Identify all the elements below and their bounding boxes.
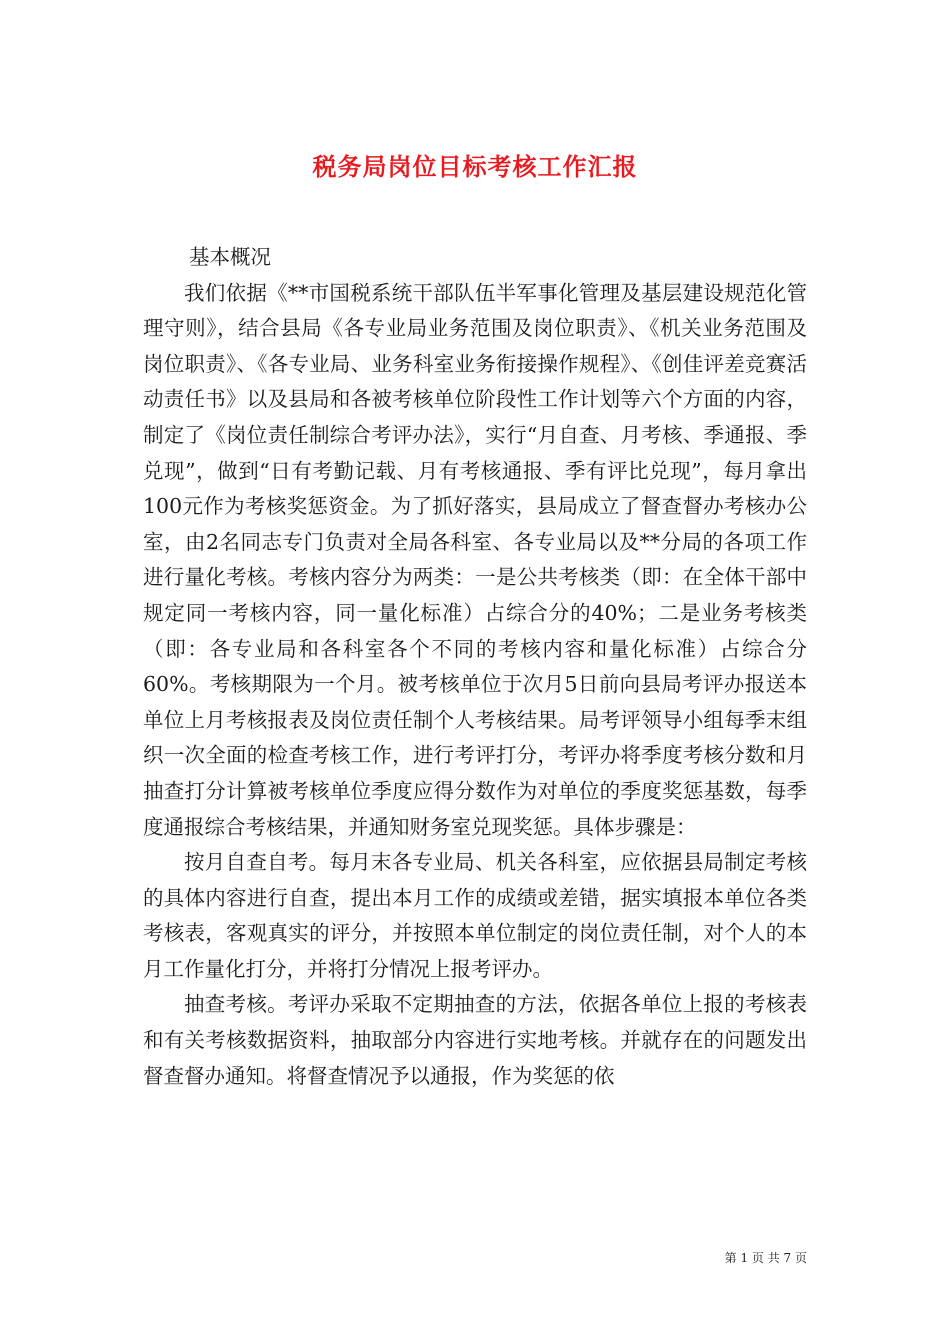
body-paragraph: 我们依据《**市国税系统干部队伍半军事化管理及基层建设规范化管理守则》，结合县局《各专业局业务范围及岗位职责》、《机关业务范围及岗位职责》、《各专业局、业务科室业务衔接操作规程》、《创佳评差竞赛活动责任书》以及县局和各被考核单位阶段性工作计划等六个方面的内容，制定了《岗位责任制综合考评办法》，实行“月自查、月考核、季通报、季兑现”，做到“日有考勤记载、月有考核通报、季有评比兑现”，每月拿出100元作为考核奖惩资金。为了抓好落实，县局成立了督查督办考核办公室，由2名同志专门负责对全局各科室、各专业局以及**分局的各项工作进行量化考核。考核内容分为两类：一是公共考核类（即：在全体干部中规定同一考核内容，同一量化标准）占综合分的40%；二是业务考核类（即：各专业局和各科室各个不同的考核内容和量化标准）占综合分60%。考核期限为一个月。被考核单位于次月5日前向县局考评办报送本单位上月考核报表及岗位责任制个人考核结果。局考评领导小组每季末组织一次全面的检查考核工作，进行考评打分，考评办将季度考核分数和月抽查打分计算被考核单位季度应得分数作为对单位的季度奖惩基数，每季度通报综合考核结果，并通知财务室兑现奖惩。具体步骤是： <box>143 280 807 839</box>
body-paragraph: 抽查考核。考评办采取不定期抽查的方法，依据各单位上报的考核表和有关考核数据资料，抽取部分内容进行实地考核。并就存在的问题发出督查督办通知。将督查情况予以通报，作为奖惩的依 <box>143 992 807 1088</box>
document-title: 税务局岗位目标考核工作汇报 <box>312 152 638 182</box>
section-heading: 基本概况 <box>189 245 271 269</box>
document-body <box>143 240 807 1094</box>
page-indicator: 第 1 页 共 7 页 <box>724 1251 807 1265</box>
body-paragraph: 按月自查自考。每月末各专业局、机关各科室，应依据县局制定考核的具体内容进行自查，提出本月工作的成绩或差错，据实填报本单位各类考核表，客观真实的评分，并按照本单位制定的岗位责任制，对个人的本月工作量化打分，并将打分情况上报考评办。 <box>143 850 807 981</box>
